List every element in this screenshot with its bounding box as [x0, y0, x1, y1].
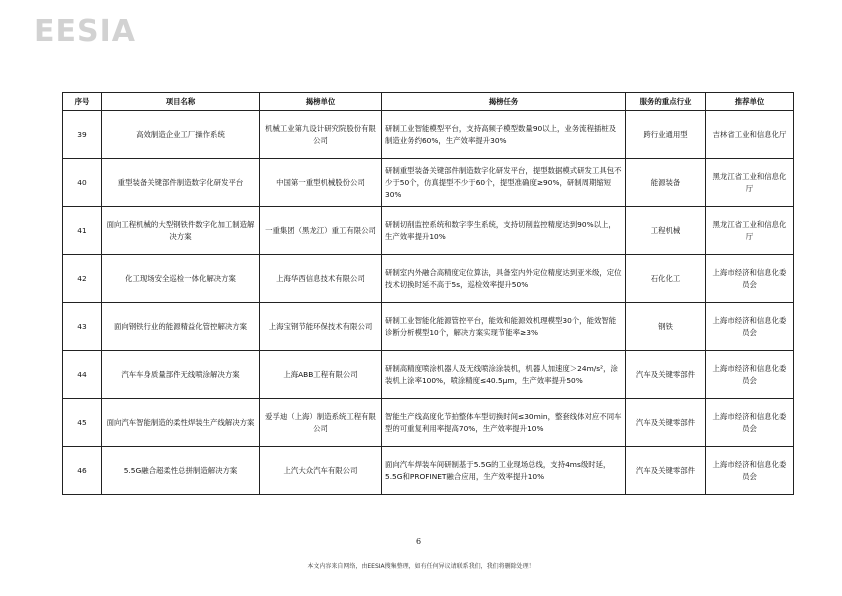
- cell-unit: 机械工业第九设计研究院股份有限公司: [260, 111, 382, 159]
- header-unit: 揭榜单位: [260, 93, 382, 111]
- table-row: [63, 399, 794, 447]
- cell-unit: 上海华西信息技术有限公司: [260, 255, 382, 303]
- cell-no: 42: [63, 255, 102, 303]
- table-row: [63, 447, 794, 495]
- cell-no: 40: [63, 159, 102, 207]
- cell-task: 研制工业智能化能源管控平台，能效和能源效机理模型30个，能效智能诊断分析模型10个，解决方案实现节能率≥3%: [382, 303, 626, 351]
- cell-task: 研制重型装备关键部件制造数字化研发平台，提型数据模式研发工具包不少于50个，仿真提型不少于60个，提型准确度≥90%，研制周期缩短30%: [382, 159, 626, 207]
- table-row: [63, 255, 794, 303]
- table-row: [63, 159, 794, 207]
- cell-recommender: 上海市经济和信息化委员会: [706, 303, 794, 351]
- cell-recommender: 上海市经济和信息化委员会: [706, 351, 794, 399]
- cell-project-name: 面向汽车智能制造的柔性焊装生产线解决方案: [102, 399, 260, 447]
- table-row: [63, 111, 794, 159]
- cell-industry: 能源装备: [626, 159, 706, 207]
- cell-no: 39: [63, 111, 102, 159]
- eesia-logo: EESIA: [34, 14, 136, 49]
- header-industry: 服务的重点行业: [626, 93, 706, 111]
- cell-recommender: 上海市经济和信息化委员会: [706, 255, 794, 303]
- cell-project-name: 高效制造企业工厂操作系统: [102, 111, 260, 159]
- cell-no: 43: [63, 303, 102, 351]
- cell-unit: 中国第一重型机械股份公司: [260, 159, 382, 207]
- table-header-row: [63, 93, 794, 111]
- table-row: [63, 351, 794, 399]
- cell-project-name: 5.5G融合超柔性总拼制造解决方案: [102, 447, 260, 495]
- cell-task: 研制切削监控系统和数字孪生系统，支持切削监控精度达到90%以上，生产效率提升10%: [382, 207, 626, 255]
- cell-recommender: 黑龙江省工业和信息化厅: [706, 159, 794, 207]
- header-project-name: 项目名称: [102, 93, 260, 111]
- cell-recommender: 黑龙江省工业和信息化厅: [706, 207, 794, 255]
- page-number: 6: [416, 537, 422, 546]
- footer-disclaimer: 本文内容来自网络，由EESIA搜集整理，如有任何异议请联系我们，我们将删除处理！: [307, 563, 535, 570]
- cell-industry: 汽车及关键零部件: [626, 351, 706, 399]
- cell-task: 智能生产线高度化节拍整体车型切换时间≤30min，整套线体对应不同车型的可重复利用率提高70%，生产效率提升10%: [382, 399, 626, 447]
- cell-no: 46: [63, 447, 102, 495]
- header-no: 序号: [63, 93, 102, 111]
- cell-unit: 上海ABB工程有限公司: [260, 351, 382, 399]
- cell-recommender: 上海市经济和信息化委员会: [706, 447, 794, 495]
- cell-industry: 石化化工: [626, 255, 706, 303]
- cell-industry: 钢铁: [626, 303, 706, 351]
- cell-industry: 跨行业通用型: [626, 111, 706, 159]
- cell-recommender: 上海市经济和信息化委员会: [706, 399, 794, 447]
- table-row: [63, 207, 794, 255]
- project-table: [62, 92, 794, 495]
- cell-no: 45: [63, 399, 102, 447]
- table-row: [63, 303, 794, 351]
- cell-no: 41: [63, 207, 102, 255]
- cell-project-name: 面向钢铁行业的能源精益化管控解决方案: [102, 303, 260, 351]
- header-task: 揭榜任务: [382, 93, 626, 111]
- cell-industry: 工程机械: [626, 207, 706, 255]
- cell-no: 44: [63, 351, 102, 399]
- cell-unit: 一重集团（黑龙江）重工有限公司: [260, 207, 382, 255]
- cell-task: 研制工业智能模型平台，支持高频子模型数量90以上，业务流程插桩及制造业务约60%，生产效率提升30%: [382, 111, 626, 159]
- header-recommender: 推荐单位: [706, 93, 794, 111]
- cell-unit: 上海宝钢节能环保技术有限公司: [260, 303, 382, 351]
- cell-project-name: 化工现场安全巡检一体化解决方案: [102, 255, 260, 303]
- cell-task: 研制室内外融合高精度定位算法，具备室内外定位精度达到亚米级，定位技术切换时延不高于5s，巡检效率提升50%: [382, 255, 626, 303]
- cell-project-name: 汽车车身质量部件无线喷涂解决方案: [102, 351, 260, 399]
- cell-industry: 汽车及关键零部件: [626, 399, 706, 447]
- cell-industry: 汽车及关键零部件: [626, 447, 706, 495]
- cell-task: 面向汽车焊装车间研制基于5.5G的工业现场总线，支持4ms级时延，5.5G和PROFINET融合应用，生产效率提升10%: [382, 447, 626, 495]
- cell-task: 研制高精度喷涂机器人及无线喷涂涂装机，机器人加速度＞24m/s²，涂装机上涂率100%，喷涂精度≤40.5μm，生产效率提升50%: [382, 351, 626, 399]
- cell-recommender: 吉林省工业和信息化厅: [706, 111, 794, 159]
- cell-unit: 上汽大众汽车有限公司: [260, 447, 382, 495]
- cell-project-name: 面向工程机械的大型钢铁件数字化加工制造解决方案: [102, 207, 260, 255]
- cell-unit: 爱孚迪（上海）制造系统工程有限公司: [260, 399, 382, 447]
- cell-project-name: 重型装备关键部件制造数字化研发平台: [102, 159, 260, 207]
